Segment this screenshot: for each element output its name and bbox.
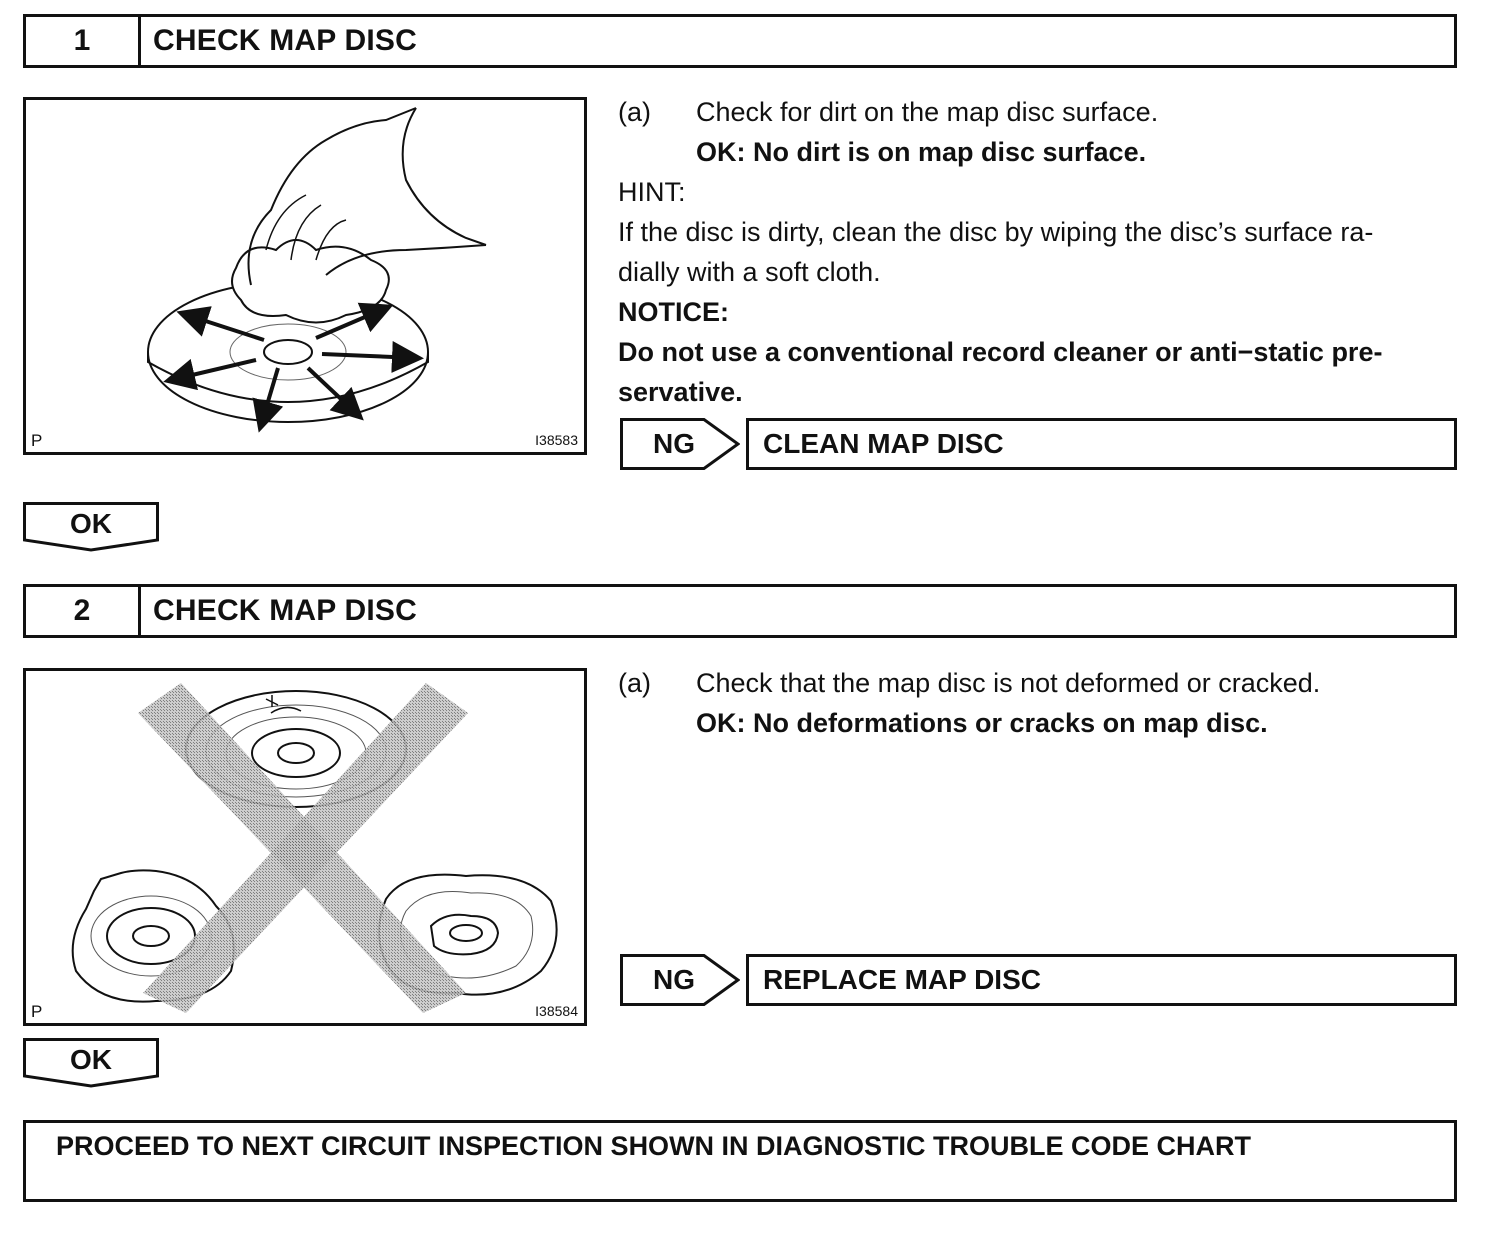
item-text: Check that the map disc is not deformed or cracked. xyxy=(696,668,1321,698)
step-2-figure xyxy=(23,668,587,1026)
notice-text-line: Do not use a conventional record cleaner or anti−static pre- xyxy=(618,337,1383,367)
ok-criteria: OK: No deformations or cracks on map disc. xyxy=(696,708,1268,738)
step-number: 1 xyxy=(26,17,141,65)
notice-label: NOTICE: xyxy=(618,297,729,327)
step-2-instructions xyxy=(618,663,1468,743)
ng-action-box: REPLACE MAP DISC xyxy=(746,954,1457,1006)
ng-branch-arrow xyxy=(620,418,740,470)
step-title: CHECK MAP DISC xyxy=(153,594,417,627)
hint-label: HINT: xyxy=(618,177,686,207)
ng-branch-arrow xyxy=(620,954,740,1006)
item-label: (a) xyxy=(618,97,651,127)
hint-text-line: dially with a soft cloth. xyxy=(618,257,881,287)
damaged-disc-illustration xyxy=(26,671,584,1023)
ok-branch-box xyxy=(23,502,159,552)
figure-id: I38584 xyxy=(535,1003,578,1019)
ok-criteria: OK: No dirt is on map disc surface. xyxy=(696,137,1147,167)
disc-wiping-illustration xyxy=(26,100,584,452)
ng-label: NG xyxy=(653,964,695,995)
item-label: (a) xyxy=(618,668,651,698)
step-1-figure xyxy=(23,97,587,455)
step-2-header xyxy=(23,584,1457,638)
final-action-box: PROCEED TO NEXT CIRCUIT INSPECTION SHOWN IN DIAGNOSTIC TROUBLE CODE CHART xyxy=(23,1120,1457,1202)
step-1-instructions xyxy=(618,92,1468,412)
item-text: Check for dirt on the map disc surface. xyxy=(696,97,1159,127)
ng-action-box: CLEAN MAP DISC xyxy=(746,418,1457,470)
step-1-header xyxy=(23,14,1457,68)
step-number: 2 xyxy=(26,587,141,635)
ok-label: OK xyxy=(70,1044,112,1075)
figure-id: I38583 xyxy=(535,432,578,448)
ng-label: NG xyxy=(653,428,695,459)
figure-corner-label: P xyxy=(31,1002,43,1021)
figure-corner-label: P xyxy=(31,431,43,450)
step-title: CHECK MAP DISC xyxy=(153,24,417,57)
ok-branch-box xyxy=(23,1038,159,1088)
ok-label: OK xyxy=(70,508,112,539)
hint-text-line: If the disc is dirty, clean the disc by wiping the disc’s surface ra- xyxy=(618,217,1374,247)
notice-text-line: servative. xyxy=(618,377,743,407)
